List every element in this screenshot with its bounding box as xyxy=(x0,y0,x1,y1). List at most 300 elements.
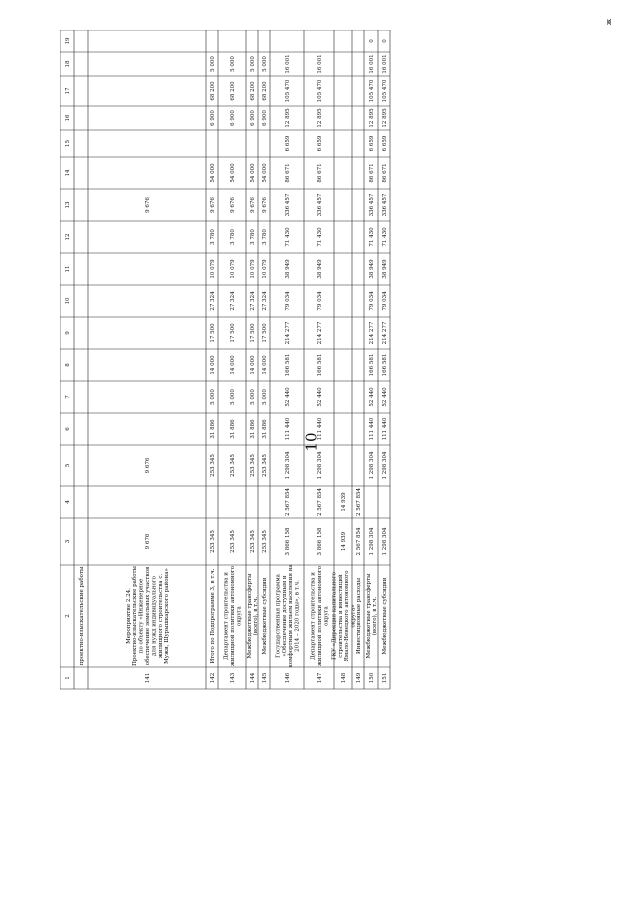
text-line: 2 567 854 xyxy=(355,527,362,556)
text-line: 5 000 xyxy=(229,56,236,72)
text-line: 38 949 xyxy=(284,259,291,279)
text-line: 9 676 xyxy=(249,197,256,213)
text-line: 12 895 xyxy=(316,108,323,128)
table-cell xyxy=(341,492,347,512)
text-line: 149 xyxy=(355,672,362,684)
table-cell xyxy=(382,417,388,440)
text-line: 2 567 854 xyxy=(284,488,291,516)
text-line: 12 895 xyxy=(381,108,388,128)
table-cell xyxy=(317,193,323,216)
text-line: Мужи, Шурышкарского района» xyxy=(163,568,170,664)
text-line: 5 000 xyxy=(249,56,256,72)
text-line: жилищного строительства с. xyxy=(157,573,164,659)
row-number xyxy=(210,673,216,684)
column-header xyxy=(65,363,71,367)
column-header xyxy=(65,614,71,618)
text-line: (всего), в т.ч. xyxy=(371,596,378,636)
text-line: 336 457 xyxy=(381,193,388,217)
text-line: 1 298 304 xyxy=(381,527,388,556)
table-cell xyxy=(230,81,236,101)
text-line: 12 895 xyxy=(284,108,291,128)
table-cell xyxy=(317,354,323,377)
table-cell xyxy=(262,197,268,213)
text-line: 54 000 xyxy=(229,163,236,183)
table-cell xyxy=(285,163,291,182)
table-cell xyxy=(382,259,388,279)
table-cell xyxy=(210,355,216,375)
text-line: 105 470 xyxy=(368,79,375,103)
table-cell xyxy=(285,108,291,128)
table-cell xyxy=(210,163,216,183)
table-cell xyxy=(262,291,268,311)
text-line: 9 676 xyxy=(229,197,236,213)
text-line: 4 xyxy=(64,500,71,504)
table-cell xyxy=(382,291,388,311)
text-line: 9 676 xyxy=(144,533,151,550)
text-line: 336 457 xyxy=(368,193,375,217)
text-line: 105 470 xyxy=(316,79,323,103)
text-line: 253 345 xyxy=(261,454,268,477)
text-line: 10 079 xyxy=(261,259,268,279)
table-cell xyxy=(369,39,375,43)
table-cell xyxy=(317,54,323,73)
text-line: 9 xyxy=(64,331,71,335)
table-cell xyxy=(230,323,236,343)
text-line: 1 298 304 xyxy=(284,451,291,480)
table-cell xyxy=(382,54,388,73)
column-header xyxy=(65,331,71,335)
table-cell xyxy=(262,163,268,183)
row-label xyxy=(210,568,216,663)
table-cell xyxy=(317,387,323,407)
text-line: 166 581 xyxy=(368,353,375,377)
column-header xyxy=(65,395,71,399)
text-line: 150 xyxy=(368,672,375,684)
table-cell xyxy=(317,291,323,311)
table-cell xyxy=(262,259,268,279)
row-label xyxy=(245,573,258,659)
table-cell xyxy=(210,197,216,213)
table-cell xyxy=(317,259,323,279)
text-line: 52 440 xyxy=(316,387,323,407)
text-line: 6 xyxy=(64,427,71,431)
table-cell xyxy=(356,527,362,555)
text-line: округа xyxy=(322,606,329,626)
text-line: Проектно-изыскательские работы xyxy=(131,566,138,666)
column-header xyxy=(65,201,71,208)
text-line: 31 886 xyxy=(249,419,256,439)
table-cell xyxy=(250,454,256,477)
text-line: 5 000 xyxy=(249,389,256,405)
text-line: 71 430 xyxy=(316,227,323,247)
text-line: Ямало-Ненецкого автономного xyxy=(343,570,350,662)
table-cell xyxy=(210,229,216,245)
table-cell xyxy=(250,389,256,405)
table-cell xyxy=(210,530,216,553)
text-line: 6 900 xyxy=(209,110,216,126)
text-line: Межбюджетные трансферты xyxy=(365,573,372,659)
table-cell xyxy=(285,451,291,479)
text-line: 1 298 304 xyxy=(316,451,323,480)
table-cell xyxy=(262,454,268,477)
row-label xyxy=(78,566,85,665)
text-line: 71 430 xyxy=(284,227,291,247)
text-line: 166 581 xyxy=(284,353,291,377)
table-cell xyxy=(262,110,268,126)
text-line: 14 xyxy=(64,169,71,177)
row-number xyxy=(341,672,347,683)
text-line: Инвестиционные расходы xyxy=(355,578,362,654)
text-line: 12 895 xyxy=(368,108,375,128)
table-cell xyxy=(210,259,216,279)
table-cell xyxy=(382,321,388,344)
column-header xyxy=(65,297,71,304)
text-line: 2 xyxy=(64,614,71,618)
table-cell xyxy=(262,56,268,72)
table-cell xyxy=(230,229,236,245)
table-cell xyxy=(210,389,216,405)
table-cell xyxy=(285,259,291,279)
text-line: 3 780 xyxy=(229,229,236,245)
text-line: 6 900 xyxy=(229,110,236,126)
table-cell xyxy=(250,163,256,183)
text-line: «Обеспечение доступным и xyxy=(281,575,288,657)
text-line: 214 277 xyxy=(368,321,375,345)
text-line: 27 324 xyxy=(249,291,256,311)
row-label xyxy=(364,573,377,659)
column-header xyxy=(65,87,71,94)
text-line: 14 000 xyxy=(229,355,236,375)
text-line: 3 780 xyxy=(209,229,216,245)
text-line: 111 440 xyxy=(316,417,323,441)
text-line: Межбюджетные трансферты xyxy=(246,573,253,659)
page-number: 10 xyxy=(302,432,321,452)
row-label xyxy=(331,570,356,662)
table-cell xyxy=(285,387,291,407)
table-cell xyxy=(285,54,291,73)
table-cell xyxy=(341,531,347,551)
text-line: 16 xyxy=(64,114,71,122)
text-line: 86 671 xyxy=(284,163,291,183)
table-cell xyxy=(369,163,375,182)
text-line: 253 345 xyxy=(209,530,216,553)
text-line: для нужд индивидуального xyxy=(150,576,157,656)
text-line: проектно-изыскательские работы xyxy=(78,566,85,666)
table-cell xyxy=(369,193,375,216)
table-cell xyxy=(250,323,256,343)
table-cell xyxy=(369,79,375,102)
text-line: 38 949 xyxy=(381,259,388,279)
budget-table-grid xyxy=(60,30,605,870)
text-line: 19 xyxy=(64,37,71,45)
text-line: 10 079 xyxy=(229,259,236,279)
table-cell xyxy=(285,227,291,247)
text-line: 214 277 xyxy=(284,321,291,345)
text-line: 79 034 xyxy=(284,291,291,311)
table-cell xyxy=(317,163,323,182)
table-cell xyxy=(250,530,256,553)
table-cell xyxy=(262,419,268,439)
text-line: 1 298 304 xyxy=(368,527,375,556)
text-line: 14 000 xyxy=(249,355,256,375)
text-line: 31 886 xyxy=(261,419,268,439)
text-line: 16 001 xyxy=(284,54,291,74)
text-line: 0 xyxy=(368,39,375,43)
table-cell xyxy=(230,291,236,311)
table-cell xyxy=(262,389,268,405)
table-cell xyxy=(285,79,291,102)
table-cell xyxy=(317,108,323,128)
column-header xyxy=(65,140,71,147)
row-number xyxy=(285,672,291,683)
row-label xyxy=(275,564,300,668)
text-line: 146 xyxy=(284,672,291,684)
table-cell xyxy=(145,533,151,549)
table-cell xyxy=(250,81,256,101)
text-line: 27 324 xyxy=(261,291,268,311)
table-cell xyxy=(317,79,323,102)
text-line: 253 345 xyxy=(249,454,256,477)
text-line: 17 500 xyxy=(249,323,256,343)
table-cell xyxy=(317,135,323,151)
text-line: 166 581 xyxy=(316,353,323,377)
column-header xyxy=(65,427,71,431)
table-cell xyxy=(317,488,323,516)
row-label xyxy=(125,565,169,665)
table-cell xyxy=(262,229,268,245)
table-cell xyxy=(369,451,375,479)
text-line: 14 939 xyxy=(340,531,347,552)
text-line: 6 659 xyxy=(316,135,323,152)
table-cell xyxy=(250,291,256,311)
text-line: 17 500 xyxy=(209,323,216,343)
table-cell xyxy=(230,110,236,126)
table-cell xyxy=(356,488,362,516)
text-line: 9 676 xyxy=(209,197,216,213)
text-line: 6 900 xyxy=(261,110,268,126)
text-line: жилищной политики автономного xyxy=(316,565,323,667)
table-cell xyxy=(285,291,291,311)
text-line: 27 324 xyxy=(209,291,216,311)
table-cell xyxy=(317,527,323,555)
text-line: 54 000 xyxy=(249,163,256,183)
table-cell xyxy=(250,197,256,213)
text-line: 3 866 158 xyxy=(316,527,323,556)
text-line: 8 xyxy=(64,363,71,367)
text-line: Мероприятие 2.24. xyxy=(125,588,132,644)
text-line: округа» xyxy=(350,604,357,628)
table-cell xyxy=(382,108,388,128)
text-line: 17 500 xyxy=(261,323,268,343)
text-line: 16 001 xyxy=(381,54,388,74)
text-line: 52 440 xyxy=(284,387,291,407)
text-line: 54 000 xyxy=(261,163,268,183)
text-line: 16 001 xyxy=(368,54,375,74)
text-line: 16 001 xyxy=(316,54,323,74)
text-line: 9 676 xyxy=(144,197,151,213)
table-cell xyxy=(250,56,256,72)
text-line: 3 xyxy=(64,539,71,544)
text-line: строительства и инвестиций xyxy=(337,574,344,658)
table-cell xyxy=(382,163,388,182)
table-cell xyxy=(210,81,216,101)
text-line: округа xyxy=(235,606,242,626)
text-line: 79 034 xyxy=(316,291,323,311)
text-line: 111 440 xyxy=(284,417,291,441)
text-line: 1 298 304 xyxy=(381,451,388,480)
text-line: 54 000 xyxy=(209,163,216,183)
text-line: 336 457 xyxy=(316,193,323,217)
text-line: 86 671 xyxy=(368,163,375,183)
column-header xyxy=(65,60,71,67)
text-line: ГКУ «Дирекция капитального xyxy=(330,572,337,660)
text-line: 68 200 xyxy=(249,81,256,101)
column-header xyxy=(65,676,71,680)
text-line: 214 277 xyxy=(381,321,388,345)
row-label xyxy=(261,577,268,654)
text-line: 5 000 xyxy=(229,389,236,405)
row-number xyxy=(262,672,268,683)
text-line: Итого по Подпрограмме 3, в т.ч. xyxy=(209,568,216,664)
text-line: 253 345 xyxy=(229,454,236,477)
text-line: 27 324 xyxy=(229,291,236,311)
table-cell xyxy=(285,321,291,344)
column-header xyxy=(65,37,71,44)
text-line: 0 xyxy=(381,39,388,43)
table-cell xyxy=(250,259,256,279)
table-cell xyxy=(285,135,291,151)
text-line: по объекту «Инженерное xyxy=(138,578,145,654)
text-line: 105 470 xyxy=(284,79,291,103)
table-cell xyxy=(250,419,256,439)
column-header xyxy=(65,500,71,504)
text-line: 68 200 xyxy=(229,81,236,101)
table-cell xyxy=(262,355,268,375)
table-cell xyxy=(145,457,151,473)
text-line: 68 200 xyxy=(261,81,268,101)
text-line: 144 xyxy=(249,672,256,684)
text-line: 68 200 xyxy=(209,81,216,101)
text-line: 148 xyxy=(340,672,347,684)
text-line: 151 xyxy=(381,672,388,684)
table-cell xyxy=(210,56,216,72)
table-cell xyxy=(230,259,236,279)
text-line: 2 567 854 xyxy=(355,488,362,516)
text-line: 6 659 xyxy=(381,135,388,152)
column-header xyxy=(65,463,71,467)
text-line: 15 xyxy=(64,140,71,147)
text-line: 2 567 854 xyxy=(316,488,323,516)
text-line: 17 xyxy=(64,87,71,95)
text-line: 10 079 xyxy=(249,259,256,279)
text-line: 166 581 xyxy=(381,353,388,377)
table-cell xyxy=(317,321,323,344)
table-cell xyxy=(230,419,236,439)
text-line: 79 034 xyxy=(381,291,388,311)
table-cell xyxy=(369,354,375,377)
text-line: 143 xyxy=(229,672,236,684)
column-header xyxy=(65,234,71,241)
table-cell xyxy=(382,451,388,479)
table-cell xyxy=(369,417,375,440)
text-line: 253 345 xyxy=(261,530,268,553)
text-line: 336 457 xyxy=(284,193,291,217)
row-number xyxy=(382,673,388,684)
table-cell xyxy=(230,355,236,375)
table-cell xyxy=(250,229,256,245)
table-cell xyxy=(230,530,236,553)
table-cell xyxy=(230,197,236,213)
text-line: 5 000 xyxy=(209,389,216,405)
text-line: 79 034 xyxy=(368,291,375,311)
table-cell xyxy=(230,454,236,477)
row-label xyxy=(310,565,329,666)
text-line: 5 000 xyxy=(261,389,268,405)
text-line: жилищной политики автономного xyxy=(229,565,236,667)
text-line: 71 430 xyxy=(368,227,375,247)
table-body xyxy=(60,30,390,689)
text-line: 142 xyxy=(209,672,216,684)
table-cell xyxy=(145,197,151,213)
text-line: 253 345 xyxy=(249,530,256,553)
table-cell xyxy=(369,321,375,344)
text-line: 145 xyxy=(261,672,268,684)
text-line: 38 949 xyxy=(316,259,323,279)
row-label xyxy=(381,577,388,654)
table-cell xyxy=(382,227,388,247)
table-cell xyxy=(210,419,216,439)
text-line: Межбюджетные субсидии xyxy=(261,577,268,655)
text-line: 14 939 xyxy=(340,492,347,512)
table-cell xyxy=(250,110,256,126)
table-cell xyxy=(230,389,236,405)
table-cell xyxy=(285,354,291,377)
table-cell xyxy=(285,527,291,555)
row-label xyxy=(356,577,362,654)
row-number xyxy=(250,672,256,683)
table-cell xyxy=(285,193,291,216)
text-line: 12 xyxy=(64,233,71,241)
row-label xyxy=(223,565,242,666)
text-line: 14 000 xyxy=(209,355,216,375)
table-cell xyxy=(369,227,375,247)
column-header xyxy=(65,169,71,176)
text-line: 5 xyxy=(64,463,71,468)
text-line: 1 298 304 xyxy=(368,451,375,480)
table-cell xyxy=(382,79,388,102)
column-header xyxy=(65,539,71,543)
table-cell xyxy=(369,108,375,128)
text-line: 3 866 158 xyxy=(284,527,291,556)
table-cell xyxy=(369,259,375,279)
table-cell xyxy=(369,54,375,73)
text-line: 6 659 xyxy=(284,135,291,152)
column-header xyxy=(65,114,71,121)
table-cell xyxy=(250,355,256,375)
text-line: 71 430 xyxy=(381,227,388,247)
text-line: 214 277 xyxy=(316,321,323,345)
text-line: 5 000 xyxy=(261,56,268,72)
table-cell xyxy=(382,135,388,151)
text-line: 9 676 xyxy=(261,197,268,213)
row-number xyxy=(356,672,362,683)
table-cell xyxy=(210,323,216,343)
row-number xyxy=(145,673,151,684)
table-cell xyxy=(285,488,291,516)
text-line: 86 671 xyxy=(381,163,388,183)
text-line: 14 000 xyxy=(261,355,268,375)
column-header xyxy=(65,266,71,273)
